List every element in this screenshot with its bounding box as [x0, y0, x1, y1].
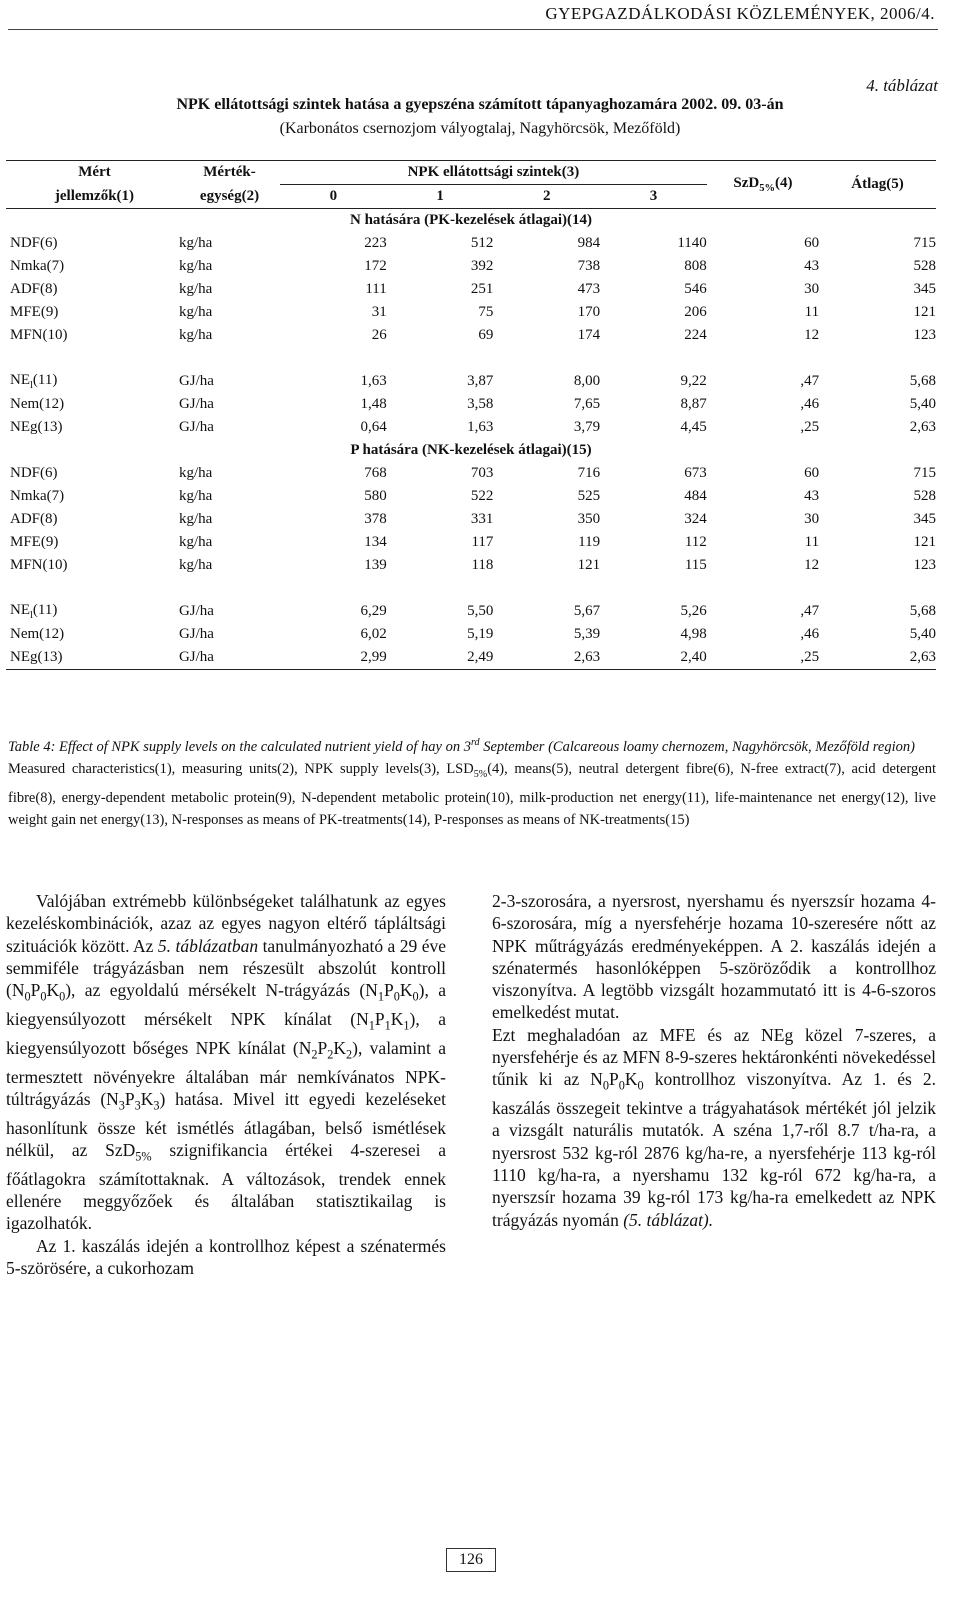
header-rule	[8, 29, 938, 30]
row-value: 60	[804, 465, 820, 481]
row-value: 251	[470, 281, 494, 297]
row-value: 6,29	[360, 603, 387, 619]
row-value: ,46	[800, 396, 820, 412]
table-row	[6, 485, 936, 508]
row-unit: kg/ha	[178, 304, 213, 320]
row-value: 1,63	[467, 419, 494, 435]
right-paragraph-1: 2-3-szorosára, a nyersrost, nyershamu és nyerszsír hozama 4-6-szorosára, míg a nyersfehérje hozama 10-szeresére nőtt az NPK műtrágyázás eredményeképpen. A 2. kaszálás idején a szénatermés hasonlóképpen 5-szöröződik a kontrollhoz viszonyítva. A legtöbb vizsgált hozammutató itt is 4-6-szoros emelkedést mutat.	[492, 891, 936, 1023]
row-unit: GJ/ha	[178, 396, 214, 412]
header-measured: Mért	[78, 164, 111, 181]
table-row	[6, 278, 936, 301]
table-row	[6, 531, 936, 554]
row-unit: kg/ha	[178, 465, 213, 481]
row-name-part: (11)	[32, 372, 58, 388]
row-value: 139	[364, 557, 387, 573]
row-value: 174	[577, 327, 601, 343]
row-value: 522	[470, 488, 494, 504]
row-value: 331	[470, 511, 494, 527]
table-row	[6, 600, 936, 623]
row-value: 528	[913, 488, 936, 504]
row-characteristic: MFE(9)	[10, 534, 59, 550]
row-value: 345	[913, 511, 936, 527]
row-value: 5,26	[680, 603, 707, 619]
row-value: 525	[577, 488, 601, 504]
row-value: 546	[684, 281, 707, 297]
header-szd: SzD$_{5\%}$(4)	[733, 175, 793, 194]
table-row	[6, 393, 936, 416]
row-value: 223	[364, 235, 387, 251]
row-value: 30	[804, 511, 820, 527]
row-value: 512	[470, 235, 494, 251]
row-unit: kg/ha	[178, 488, 213, 504]
row-value: 2,63	[573, 649, 601, 665]
row-value: 6,02	[360, 626, 387, 642]
row-value: 738	[577, 258, 601, 274]
row-unit: GJ/ha	[178, 373, 214, 389]
row-value: 5,40	[909, 626, 936, 642]
table-row	[6, 623, 936, 646]
row-value: 808	[684, 258, 707, 274]
row-value: 9,22	[680, 373, 707, 389]
header-unit: Mérték-	[203, 164, 256, 181]
page-number: 126	[446, 1548, 496, 1572]
row-value: 5,68	[909, 373, 936, 389]
row-characteristic: ADF(8)	[10, 281, 58, 297]
row-value: 123	[913, 557, 936, 573]
row-value: 26	[371, 327, 387, 343]
row-value: 580	[364, 488, 387, 504]
row-unit: kg/ha	[178, 511, 213, 527]
row-value: 123	[913, 327, 936, 343]
table-row	[6, 324, 936, 347]
table-row	[6, 255, 936, 278]
row-name-sub: l	[30, 380, 33, 391]
table-section-title	[6, 209, 936, 233]
row-value: 3,58	[467, 396, 494, 412]
header-level-1: 1	[436, 188, 444, 204]
row-value: 3,87	[467, 373, 494, 389]
row-characteristic: MFE(9)	[10, 304, 59, 320]
table-row	[6, 370, 936, 393]
caption-legend: Measured characteristics(1), measuring units(2), NPK supply levels(3), $LSD_{5\%}(4)$, means(5), neutral detergent fibre(6), N-free extract(7), acid detergent fibre(8), energy-dependent metabolic protein(9), N-dependent metabolic protein(10), milk-production net energy(11), life-maintenance net energy(12), live weight gain net energy(13), N-responses as means of PK-treatments(14), P-responses as means of NK-treatments(15)	[8, 761, 936, 829]
row-value: ,47	[800, 603, 820, 619]
left-paragraph-2: Az 1. kaszálás idején a kontrollhoz képest a szénatermés 5-szörösére, a cukorhozam	[6, 1235, 446, 1278]
row-value: 31	[371, 304, 387, 320]
row-value: 2,63	[909, 649, 936, 665]
row-value: 134	[364, 534, 387, 550]
row-value: 60	[804, 235, 820, 251]
row-value: 1,63	[360, 373, 387, 389]
row-characteristic: MFN(10)	[10, 557, 68, 573]
row-value: 121	[913, 534, 936, 550]
table-title: NPK ellátottsági szintek hatása a gyepszéna számított tápanyaghozamára 2002. 09. 03-án	[176, 96, 784, 113]
row-value: 8,87	[680, 396, 707, 412]
table-subtitle: (Karbonátos csernozjom vályogtalaj, Nagyhörcsök, Mezőföld)	[279, 120, 681, 137]
row-value: 528	[913, 258, 936, 274]
table-section-title	[6, 439, 936, 462]
row-characteristic: Nem(12)	[10, 626, 65, 642]
row-value: 115	[684, 557, 707, 573]
row-unit: kg/ha	[178, 281, 213, 297]
row-value: 7,65	[573, 396, 601, 412]
table-spacer	[6, 347, 936, 370]
row-value: ,25	[800, 419, 820, 435]
row-value: 172	[364, 258, 387, 274]
row-value: 5,40	[909, 396, 936, 412]
row-value: 5,19	[467, 626, 494, 642]
caption-title: Table 4: Effect of NPK supply levels on the calculated nutrient yield of hay on 3rd September (Calcareous loamy chernozem, Nagyhörcsök, Mezőföld region)	[8, 737, 915, 755]
row-unit: kg/ha	[178, 557, 213, 573]
row-unit: kg/ha	[178, 327, 213, 343]
row-value: 5,67	[573, 603, 601, 619]
row-value: 2,63	[909, 419, 936, 435]
row-value: 111	[365, 281, 387, 297]
row-value: 378	[364, 511, 387, 527]
row-value: 75	[478, 304, 494, 320]
header-mean: Átlag(5)	[851, 176, 904, 192]
section-title: N hatására (PK-kezelések átlagai)(14)	[349, 212, 593, 228]
row-value: 324	[684, 511, 707, 527]
header-level-2: 2	[543, 188, 551, 204]
row-value: 716	[577, 465, 601, 481]
row-characteristic: ADF(8)	[10, 511, 58, 527]
row-characteristic: Nmka(7)	[10, 488, 65, 504]
row-value: 484	[684, 488, 707, 504]
header-unit-2: egység(2)	[199, 187, 260, 204]
row-value: 2,49	[467, 649, 494, 665]
row-unit: GJ/ha	[178, 649, 214, 665]
row-value: 5,50	[467, 603, 494, 619]
data-table	[6, 160, 936, 670]
section-title: P hatására (NK-kezelések átlagai)(15)	[350, 442, 592, 458]
table-spacer	[6, 577, 936, 600]
row-value: 2,99	[360, 649, 387, 665]
row-value: 11	[804, 304, 820, 320]
row-value: 121	[577, 557, 601, 573]
row-unit: GJ/ha	[178, 626, 214, 642]
row-value: 12	[804, 557, 820, 573]
table-label: 4. táblázat	[866, 76, 938, 95]
row-characteristic: NDF(6)	[10, 235, 58, 251]
row-unit: kg/ha	[178, 235, 213, 251]
row-value: 12	[804, 327, 820, 343]
table-row	[6, 508, 936, 531]
table-row	[6, 554, 936, 577]
row-value: 112	[684, 534, 707, 550]
row-characteristic: NEg(13)	[10, 419, 63, 435]
row-unit: GJ/ha	[178, 419, 214, 435]
header-level-0: 0	[329, 188, 338, 204]
row-value: 8,00	[573, 373, 601, 389]
row-name-part: NE	[10, 372, 30, 388]
row-characteristic: Nem(12)	[10, 396, 65, 412]
table-caption	[8, 732, 936, 832]
row-characteristic: NDF(6)	[10, 465, 58, 481]
running-header: GYEPGAZDÁLKODÁSI KÖZLEMÉNYEK, 2006/4.	[545, 4, 935, 23]
table-row	[6, 646, 936, 670]
left-column	[6, 890, 446, 1279]
row-value: 118	[471, 557, 494, 573]
row-value: 392	[470, 258, 494, 274]
header-measured-2: jellemzők(1)	[54, 187, 135, 204]
row-value: 11	[804, 534, 820, 550]
header-level-3: 3	[649, 188, 658, 204]
row-value: 4,98	[680, 626, 707, 642]
row-name-part: NE	[10, 602, 30, 618]
row-value: 673	[684, 465, 707, 481]
row-value: 1,48	[360, 396, 387, 412]
table-row	[6, 462, 936, 485]
row-value: 206	[684, 304, 707, 320]
row-value: 119	[578, 534, 601, 550]
left-paragraph-1: Valójában extrémebb különbségeket találhatunk az egyes kezeléskombinációk, azaz az egyes nagyon eltérő tápláltsági szituációk között. Az 5. táblázatban tanulmányozható a 29 éve semmiféle trágyázásban nem részesült abszolút kontroll $(N_0P_0K_0)$, az egyoldalú mérsékelt N-trágyázás $(N_1P_0K_0)$, a kiegyensúlyozott mérsékelt NPK kínálat $(N_1P_1K_1)$, a kiegyensúlyozott bőséges NPK kínálat $(N_2P_2K_2)$, valamint a termesztett növényekre általában már nemkívánatos NPK-túltrágyázás $(N_3P_3K_3)$ hatása. Mivel itt egyedi kezeléseket hasonlítunk össze két ismétlés átlagában, belső ismétlések nélkül, az SzD$_{5\%}$ szignifikancia értékei 4-szeresei a főátlagokra számítottaknak. A változások, trendek ennek ellenére meggyőzőek és általában statisztikailag is igazolhatók.	[6, 891, 447, 1234]
row-value: ,46	[800, 626, 820, 642]
row-value: 345	[913, 281, 936, 297]
row-value: 170	[577, 304, 601, 320]
row-value: 2,40	[680, 649, 707, 665]
row-value: 0,64	[360, 419, 387, 435]
table-row	[6, 232, 936, 255]
row-value: 4,45	[680, 419, 707, 435]
row-value: 3,79	[573, 419, 601, 435]
row-characteristic: MFN(10)	[10, 327, 68, 343]
row-value: 715	[913, 235, 936, 251]
header-npk-levels: NPK ellátottsági szintek(3)	[280, 161, 707, 185]
row-value: ,47	[800, 373, 820, 389]
row-value: ,25	[800, 649, 820, 665]
row-characteristic	[6, 600, 179, 623]
right-paragraph-2: Ezt meghaladóan az MFE és az NEg közel 7-szeres, a nyersfehérje és az MFN 8-9-szeres hektáronkénti növekedéssel tűnik ki az $N_0P_0K_0$ kontrollhoz viszonyítva. Az 1. és 2. kaszálás összegeit tekintve a trágyahatások mértékét jól jelzik a vizsgált naturális mutatók. A széna 1,7-ről 8.7 t/ha-ra, a nyersrost 532 kg-ról 2876 kg/ha-re, a nyersfehérje 113 kg-ról 1110 kg/ha-ra, a nyershamu 132 kg-ról 672 kg/ha-ra, a nyerszsír hozama 39 kg-ról 173 kg/ha-ra emelkedett az NPK trágyázás nyomán (5. táblázat).	[492, 1024, 936, 1230]
right-column	[492, 890, 936, 1231]
row-value: 715	[913, 465, 936, 481]
row-value: 768	[364, 465, 387, 481]
row-unit: GJ/ha	[178, 603, 214, 619]
row-value: 473	[577, 281, 601, 297]
row-characteristic: NEg(13)	[10, 649, 63, 665]
row-name-part: (11)	[32, 602, 58, 618]
row-unit: kg/ha	[178, 534, 213, 550]
row-value: 69	[478, 327, 494, 343]
row-name-sub: l	[30, 610, 33, 621]
row-value: 5,68	[909, 603, 936, 619]
row-value: 30	[804, 281, 820, 297]
row-value: 703	[470, 465, 494, 481]
row-value: 117	[471, 534, 494, 550]
row-value: 224	[684, 327, 707, 343]
row-value: 43	[804, 488, 820, 504]
table-row	[6, 301, 936, 324]
row-value: 5,39	[573, 626, 601, 642]
row-characteristic: Nmka(7)	[10, 258, 65, 274]
row-characteristic	[6, 370, 179, 393]
row-unit: kg/ha	[178, 258, 213, 274]
row-value: 121	[913, 304, 936, 320]
row-value: 1140	[677, 235, 707, 251]
row-value: 43	[804, 258, 820, 274]
table-row	[6, 416, 936, 439]
row-value: 984	[577, 235, 601, 251]
row-value: 350	[577, 511, 601, 527]
